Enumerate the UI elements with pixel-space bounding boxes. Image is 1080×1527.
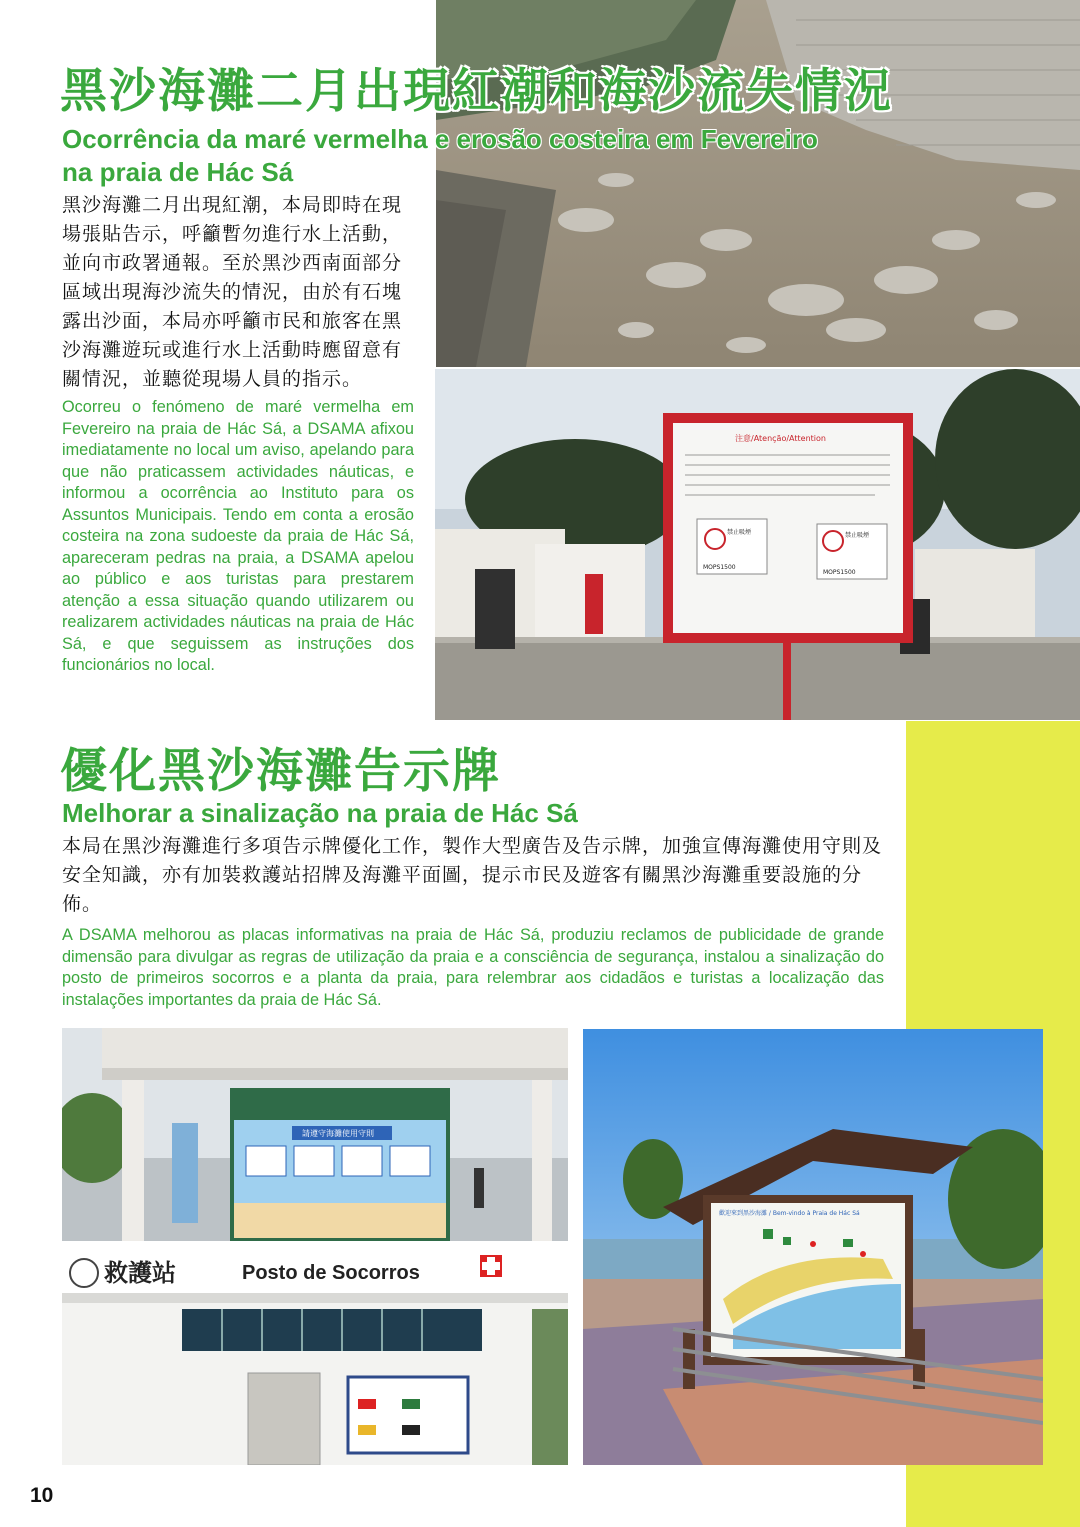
no-smoking-text-1: 禁止吸煙 — [727, 529, 752, 536]
section1-body-pt: Ocorreu o fenómeno de maré vermelha em Fevereiro na praia de Hác Sá, a DSAMA afixou imediatamente no local um aviso, apelando para que não praticassem actividades náuticas, e informou a ocorrência ao Instituto para os Assuntos Municipais. Tendo em conta a erosão costeira na zona sudoeste da praia de Hác Sá, apareceram pedras na praia, a DSAMA apelou ao público e aos turistas para prestarem atenção a essa situação quando utilizarem ou realizarem actividades náuticas na praia de Hác Sá, e que seguissem as instruções dos funcionários no local. — [62, 398, 414, 674]
section1-title-pt-line2: na praia de Hác Sá — [62, 157, 294, 187]
section2-body-zh: 本局在黑沙海灘進行多項告示牌優化工作，製作大型廣告及告示牌，加強宣傳海灘使用守則及安全知識，亦有加裝救護站招牌及海灘平面圖，提示市民及遊客有關黑沙海灘重要設施的分佈。 — [62, 835, 883, 915]
photo-rules-banner — [62, 1028, 568, 1241]
section2-body-pt: A DSAMA melhorou as placas informativas na praia de Hác Sá, produziu reclamos de publicidade de grande dimensão para divulgar as regras de utilização da praia e a consciência de segurança, instalou a sinalização do posto de primeiros socorros e a planta da praia, para relembrar aos cidadãos e turistas a localização das instalações importantes da praia de Hác Sá. — [62, 926, 884, 1009]
photo-warning-sign — [435, 369, 1080, 720]
mops-text-1: MOPS1500 — [703, 564, 736, 571]
photo-first-aid-station — [62, 1249, 568, 1465]
photo-beach-map-sign — [583, 1029, 1043, 1465]
section1-title-zh: 黑沙海灘二月出現紅潮和海沙流失情況 — [60, 64, 893, 119]
sign-attention-text: 注意/Atenção/Attention — [735, 434, 826, 443]
map-title-text: 歡迎來到黑沙海灘 / Bem-vindo à Praia de Hác Sá — [719, 1210, 860, 1217]
mops-text-2: MOPS1500 — [823, 569, 856, 576]
photo-beach-erosion — [436, 0, 1080, 367]
first-aid-pt-text: Posto de Socorros — [242, 1262, 420, 1284]
section1-body-zh: 黑沙海灘二月出現紅潮，本局即時在現場張貼告示，呼籲暫勿進行水上活動，並向市政署通報。至於黑沙西南面部分區域出現海沙流失的情況，由於有石塊露出沙面，本局亦呼籲市民和旅客在黑沙海灘遊玩或進行水上活動時應留意有關情況，並聽從現場人員的指示。 — [62, 194, 403, 390]
section2-title-pt: Melhorar a sinalização na praia de Hác Sá — [62, 798, 578, 828]
rules-banner-text: 請遵守海灘使用守則 — [302, 1129, 374, 1138]
page-number: 10 — [30, 1484, 54, 1507]
section1-title-pt-line1: Ocorrência da maré vermelha e erosão costeira em Fevereiro — [62, 124, 818, 154]
no-smoking-text-2: 禁止吸煙 — [845, 532, 870, 539]
section2-title-zh: 優化黑沙海灘告示牌 — [60, 744, 501, 799]
first-aid-zh-text: 救護站 — [104, 1259, 176, 1287]
